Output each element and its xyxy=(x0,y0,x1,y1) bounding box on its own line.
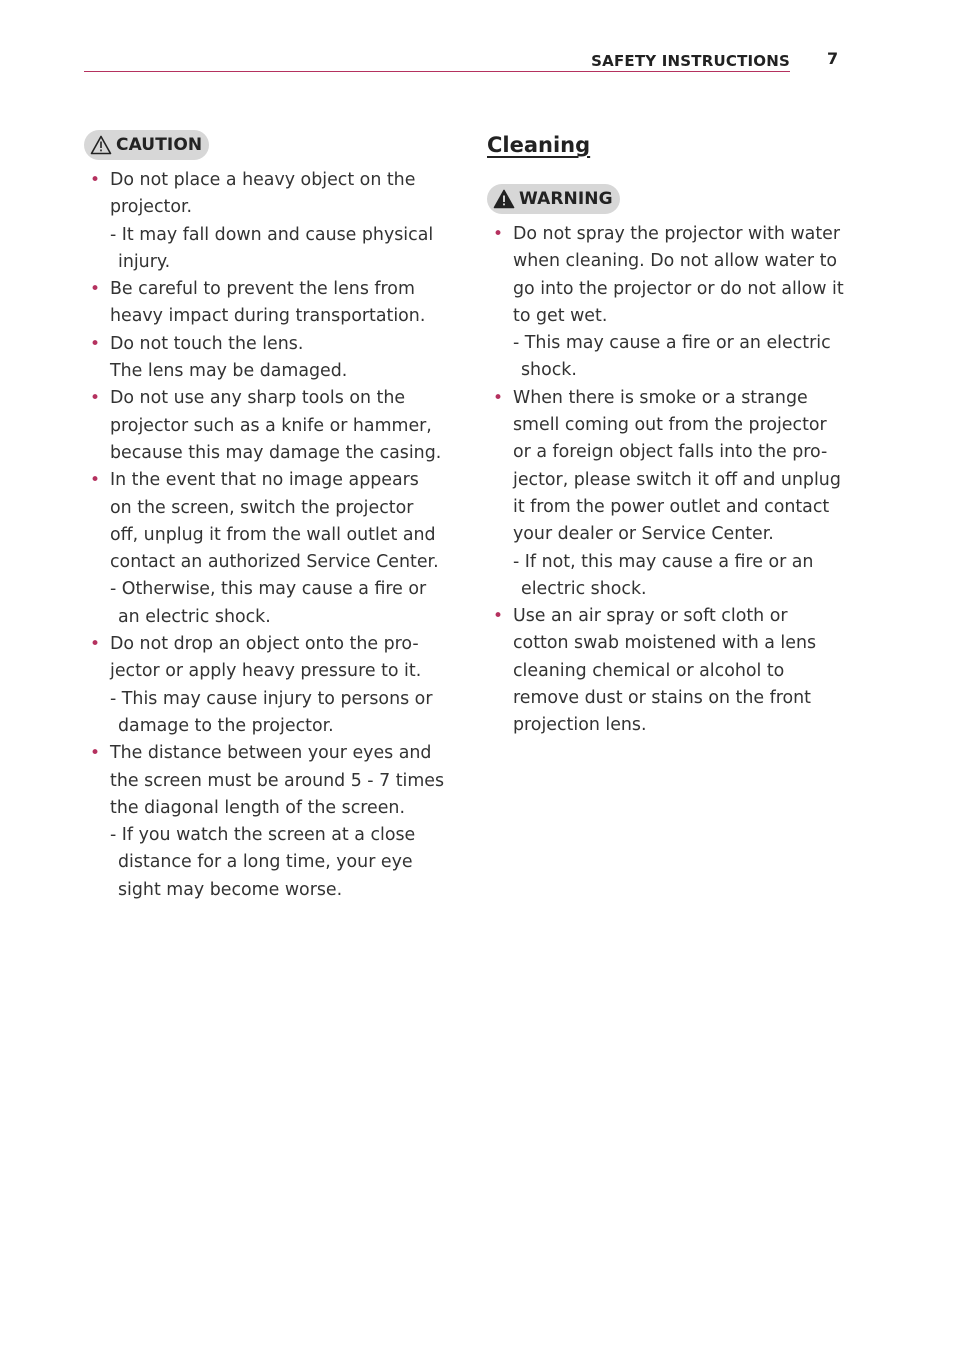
bullet-icon: • xyxy=(90,634,101,655)
bullet-text-line: Do not drop an object onto the pro- xyxy=(110,634,419,655)
bullet-text-line: jector, please switch it off and unplug xyxy=(513,469,841,490)
sub-note-line: damage to the projector. xyxy=(118,715,334,736)
bullet-text-line: to get wet. xyxy=(513,305,608,326)
warning-label: WARNING xyxy=(519,189,613,209)
list-item xyxy=(487,385,847,603)
bullet-text-line: because this may damage the casing. xyxy=(110,442,442,463)
sub-note-line: - It may fall down and cause physical xyxy=(110,224,434,245)
bullet-text-line: projector. xyxy=(110,197,193,218)
caution-triangle-icon xyxy=(90,135,112,155)
bullet-text-line: or a foreign object falls into the pro- xyxy=(513,442,828,463)
bullet-icon: • xyxy=(493,224,504,244)
bullet-text-line: When there is smoke or a strange xyxy=(513,387,808,408)
bullet-icon: • xyxy=(493,606,504,627)
bullet-text-line: projector such as a knife or hammer, xyxy=(110,415,432,436)
sub-note-line: sight may become worse. xyxy=(118,879,343,900)
section-title: SAFETY INSTRUCTIONS xyxy=(591,52,790,70)
warning-list xyxy=(487,221,847,740)
sub-note-line: injury. xyxy=(118,251,171,272)
sub-note-line: - This may cause a fire or an electric xyxy=(513,333,831,354)
warning-badge xyxy=(487,184,620,214)
sub-note-line: distance for a long time, your eye xyxy=(118,852,413,873)
bullet-text-line: your dealer or Service Center. xyxy=(513,524,774,545)
bullet-text-line: the diagonal length of the screen. xyxy=(110,797,405,818)
bullet-text-line: it from the power outlet and contact xyxy=(513,496,830,517)
bullet-text-line: The lens may be damaged. xyxy=(110,361,348,382)
sub-note-line: - If you watch the screen at a close xyxy=(110,825,416,846)
bullet-icon: • xyxy=(90,333,101,354)
bullet-icon: • xyxy=(493,387,504,408)
bullet-text-line: cotton swab moistened with a lens xyxy=(513,633,817,654)
cleaning-column xyxy=(487,130,847,740)
list-item xyxy=(487,221,847,385)
sub-note-line: an electric shock. xyxy=(118,606,271,627)
warning-triangle-icon xyxy=(493,189,515,209)
sub-note-line: - This may cause injury to persons or xyxy=(110,688,433,709)
bullet-text-line: when cleaning. Do not allow water to xyxy=(513,251,838,272)
page-number: 7 xyxy=(827,49,839,68)
bullet-text-line: Use an air spray or soft cloth or xyxy=(513,606,788,627)
sub-note-line: - Otherwise, this may cause a fire or xyxy=(110,579,427,600)
bullet-text-line: contact an authorized Service Center. xyxy=(110,552,439,573)
caution-list xyxy=(84,167,444,904)
bullet-text-line: Do not place a heavy object on the xyxy=(110,170,416,190)
bullet-icon: • xyxy=(90,170,101,190)
sub-note-line: shock. xyxy=(521,360,577,381)
bullet-text-line: on the screen, switch the projector xyxy=(110,497,414,518)
bullet-icon: • xyxy=(90,470,101,491)
bullet-text-line: Do not use any sharp tools on the xyxy=(110,388,406,409)
bullet-icon: • xyxy=(90,388,101,409)
list-item xyxy=(84,467,444,631)
list-item xyxy=(84,167,444,276)
caution-badge xyxy=(84,130,209,160)
bullet-text-line: remove dust or stains on the front xyxy=(513,688,811,709)
header-divider xyxy=(84,71,790,72)
bullet-text-line: smell coming out from the projector xyxy=(513,415,827,436)
bullet-text-line: jector or apply heavy pressure to it. xyxy=(110,661,422,682)
list-item xyxy=(84,631,444,740)
list-item xyxy=(487,603,847,739)
list-item xyxy=(84,385,444,467)
bullet-icon: • xyxy=(90,279,101,300)
bullet-text-line: Do not spray the projector with water xyxy=(513,224,841,244)
caution-column xyxy=(84,130,444,904)
bullet-text-line: Do not touch the lens. xyxy=(110,333,304,354)
bullet-text-line: In the event that no image appears xyxy=(110,470,419,491)
bullet-text-line: heavy impact during transportation. xyxy=(110,306,426,327)
list-item xyxy=(84,740,444,904)
bullet-text-line: off, unplug it from the wall outlet and xyxy=(110,524,436,545)
cleaning-heading: Cleaning xyxy=(487,133,591,157)
bullet-text-line: Be careful to prevent the lens from xyxy=(110,279,415,300)
sub-note-line: electric shock. xyxy=(521,578,647,599)
bullet-icon: • xyxy=(90,743,101,764)
list-item xyxy=(84,331,444,386)
bullet-text-line: the screen must be around 5 - 7 times xyxy=(110,770,445,791)
bullet-text-line: projection lens. xyxy=(513,715,647,736)
bullet-text-line: go into the projector or do not allow it xyxy=(513,278,844,299)
caution-label: CAUTION xyxy=(116,135,203,155)
bullet-text-line: The distance between your eyes and xyxy=(110,743,432,764)
bullet-text-line: cleaning chemical or alcohol to xyxy=(513,660,785,681)
list-item xyxy=(84,276,444,331)
sub-note-line: - If not, this may cause a fire or an xyxy=(513,551,814,572)
